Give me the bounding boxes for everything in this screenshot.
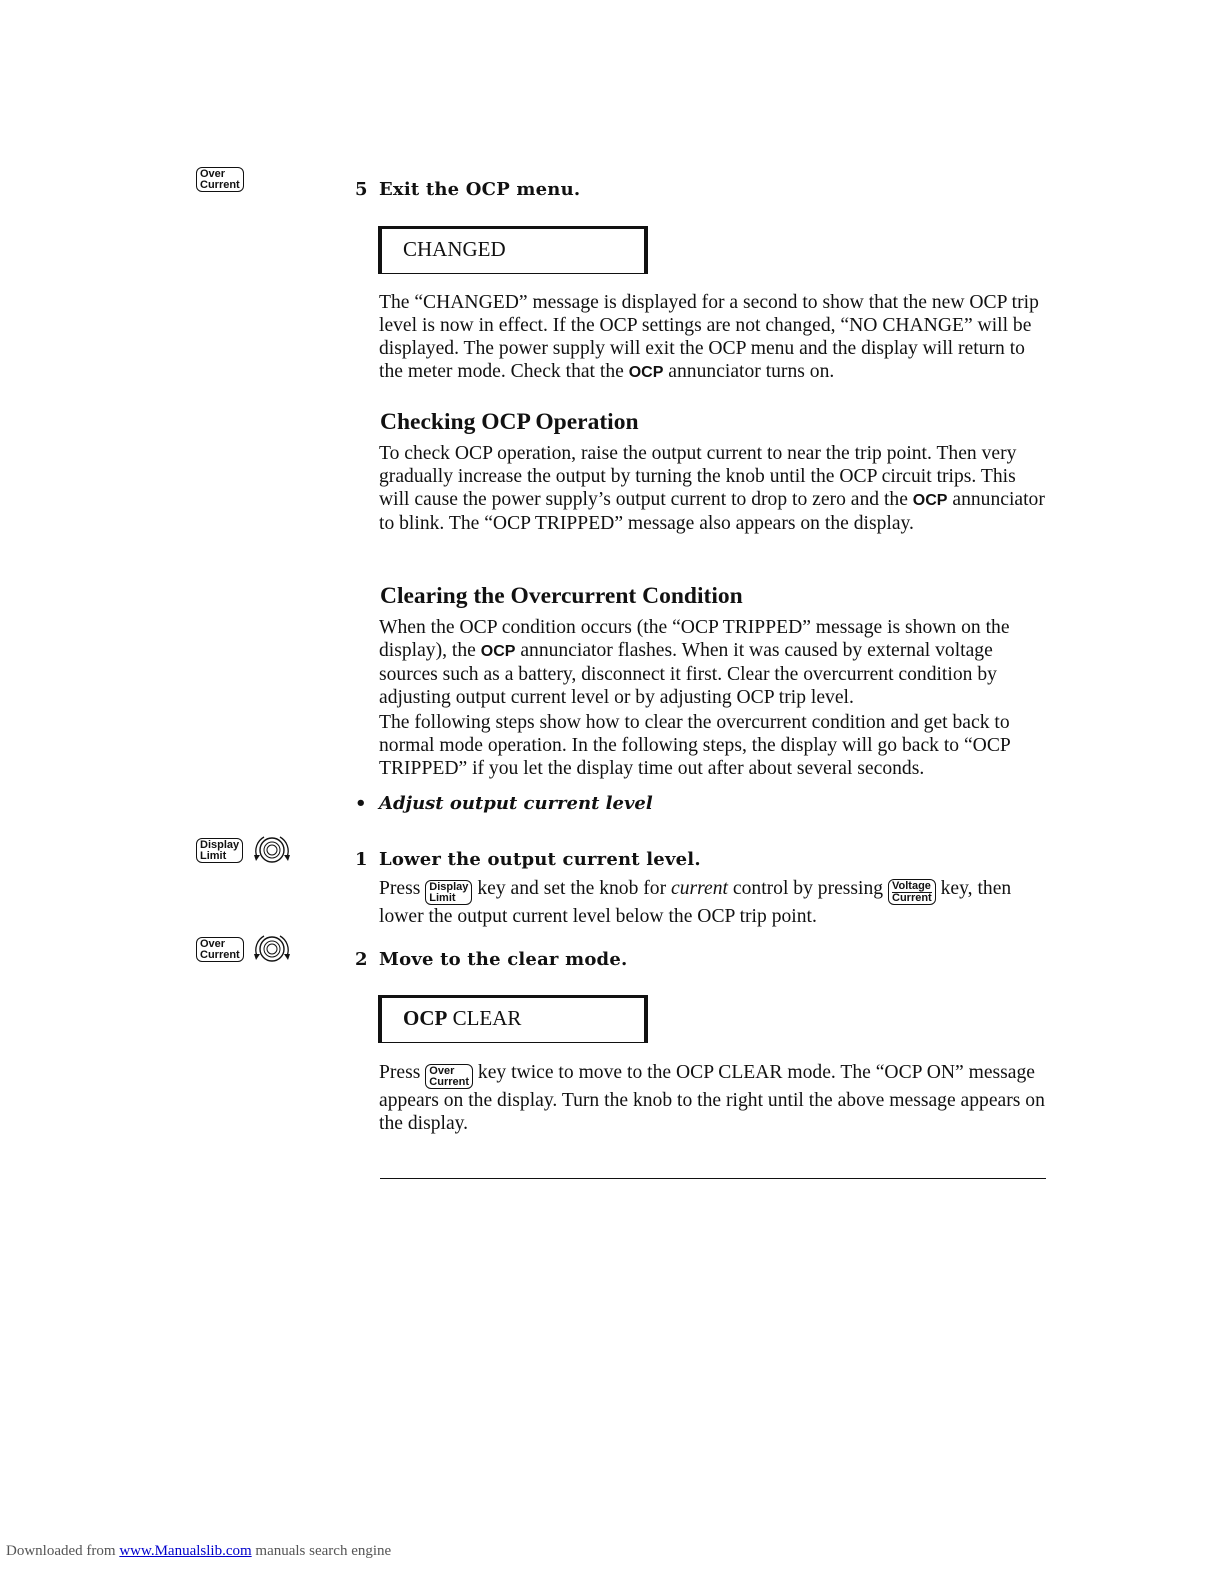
paragraph-clearing-1: When the OCP condition occurs (the “OCP TRIPPED” message is shown on the display), the OCP annunciator flashes. When it was caused by external voltage sources such as a battery, disconnect it first. Clear the overcurrent condition by adjusting output current level or by adjusting OCP trip level. [379, 617, 1010, 708]
section-divider [380, 1178, 1046, 1179]
display-readout-changed: CHANGED [378, 226, 648, 274]
paragraph-checking: To check OCP operation, raise the output current to near the trip point. Then very gradually increase the output by turning the knob until the OCP circuit trips. This will cause the power supply’s output current to drop to zero and the OCP annunciator to blink. The “OCP TRIPPED” message also appears on the display. [379, 443, 1045, 534]
manualslib-link[interactable]: www.Manualslib.com [119, 1543, 252, 1559]
paragraph-step-2: Press Over Current key twice to move to the OCP CLEAR mode. The “OCP ON” message appears on the display. Turn the knob to the right until the above message appears on the display. [379, 1062, 1045, 1134]
over-current-key-icon: Over Current [196, 167, 244, 192]
display-limit-key-icon: Display Limit [425, 880, 472, 905]
footer: Downloaded from www.Manualslib.com manuals search engine [6, 1543, 392, 1559]
ocp-annunciator-label: OCP [480, 643, 516, 660]
knob-icon [252, 833, 292, 867]
display-readout-ocp-clear: OCP CLEAR [378, 995, 648, 1043]
step-1-heading: 1 Lower the output current level. [355, 849, 701, 870]
display-limit-key-icon: Display Limit [196, 838, 243, 863]
step-5-heading: 5 Exit the OCP menu. [355, 179, 581, 200]
knob-icon [252, 932, 292, 966]
heading-clearing-overcurrent: Clearing the Overcurrent Condition [380, 583, 743, 609]
ocp-annunciator-label: OCP [912, 492, 948, 509]
bullet-adjust-output: • Adjust output current level [355, 793, 653, 814]
step-2-heading: 2 Move to the clear mode. [355, 949, 628, 970]
over-current-key-icon: Over Current [196, 937, 244, 962]
ocp-annunciator-label: OCP [628, 364, 664, 381]
paragraph-step-1: Press Display Limit key and set the knob for current control by pressing Voltage Current key, then lower the output current level below the OCP trip point. [379, 878, 1012, 927]
over-current-key-icon: Over Current [425, 1064, 473, 1089]
paragraph-clearing-2: The following steps show how to clear the overcurrent condition and get back to normal mode operation. In the following steps, the display will go back to “OCP TRIPPED” if you let the display time out after about several seconds. [379, 712, 1011, 779]
heading-checking-ocp: Checking OCP Operation [380, 409, 639, 435]
voltage-current-key-icon: Voltage Current [888, 879, 936, 905]
paragraph-changed: The “CHANGED” message is displayed for a second to show that the new OCP trip level is now in effect. If the OCP settings are not changed, “NO CHANGE” will be displayed. The power supply will exit the OCP menu and the display will return to the meter mode. Check that the OCP annunciator turns on. [379, 292, 1039, 382]
